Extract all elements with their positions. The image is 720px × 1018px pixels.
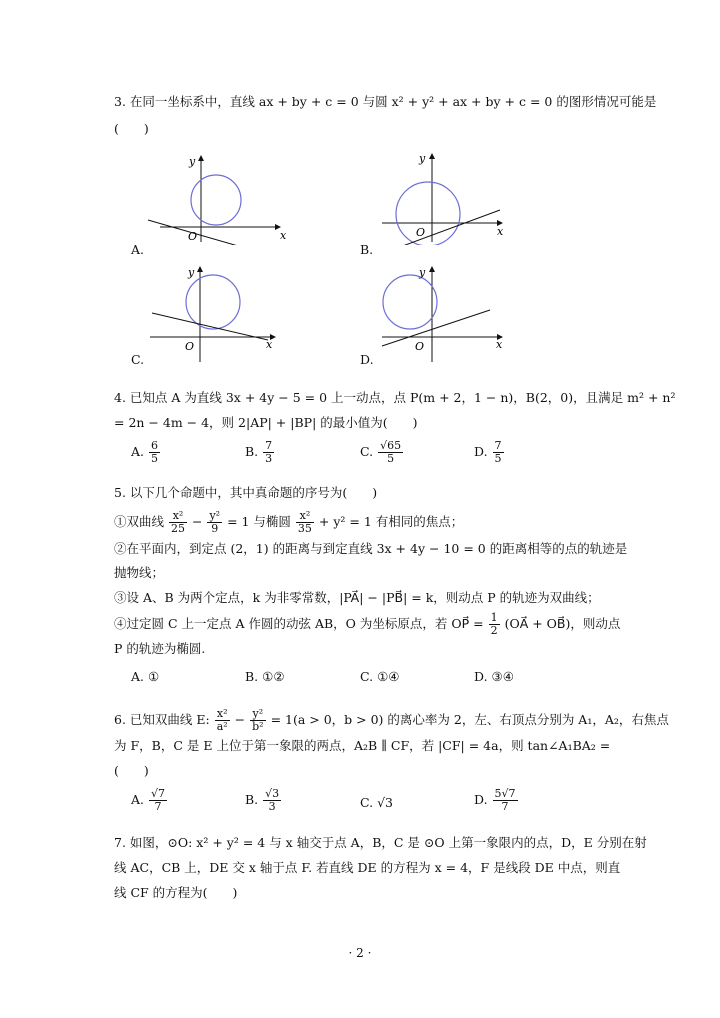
- q5-proposition-3: ③设 A、B 为两个定点，k 为非零常数，|PA⃗| − |PB⃗| = k，则动点 P 的轨迹为双曲线；: [114, 590, 600, 605]
- q6-option-d[interactable]: D. $\frac{5√7}{7}$: [474, 787, 516, 813]
- q6-line3: ( ): [114, 763, 149, 778]
- q5-proposition-2-line1: ②在平面内，到定点 (2，1) 的距离与到定直线 3x + 4y − 10 = 0 的距离相等的点的轨迹是: [114, 541, 628, 556]
- q5-option-b[interactable]: B. ①②: [245, 669, 285, 684]
- circle: [191, 175, 241, 225]
- figure-a: [140, 150, 300, 245]
- q6-line2: 为 F，B，C 是 E 上位于第一象限的两点，A₂B ∥ CF，若 |CF| = 4a，则 tan∠A₁BA₂ =: [114, 738, 611, 753]
- circle: [396, 182, 460, 245]
- figure-b: [372, 150, 532, 245]
- circle: [186, 275, 240, 329]
- y-axis-label: y: [419, 266, 426, 279]
- q5-proposition-1: ①双曲线 $\frac{\text{x²}}{25}$ − $\frac{\text{y²}}{9}$ = 1 与椭圆 $\frac{\text{x²}}{35}$ + y² = 1 有相同的焦点；: [114, 509, 464, 535]
- q4-stem-line1: 4. 已知点 A 为直线 3x + 4y − 5 = 0 上一动点，点 P(m + 2，1 − n)，B(2，0)，且满足 m² + n²: [114, 390, 676, 405]
- q7-line1: 7. 如图，⊙O: x² + y² = 4 与 x 轴交于点 A，B，C 是 ⊙O 上第一象限内的点，D，E 分别在射: [114, 835, 647, 850]
- q6-option-a[interactable]: A. $\frac{√7}{7}$: [131, 787, 166, 813]
- q4-option-c[interactable]: C. $\frac{√65}{5}$: [360, 439, 402, 465]
- q5-stem: 5. 以下几个命题中，其中真命题的序号为( ): [114, 485, 378, 500]
- origin-label: O: [415, 340, 425, 353]
- q4-stem-line2: = 2n − 4m − 4，则 2|AP| + |BP| 的最小值为( ): [114, 415, 418, 430]
- q5-option-d[interactable]: D. ③④: [474, 669, 514, 684]
- q6-option-c[interactable]: C. √3: [360, 795, 393, 810]
- origin-label: O: [185, 340, 195, 353]
- q4-option-b[interactable]: B. $\frac{7}{3}$: [245, 439, 273, 465]
- figure-c-label: C.: [131, 352, 145, 367]
- figure-a-label: A.: [131, 242, 145, 257]
- line: [382, 310, 490, 346]
- y-axis-label: y: [189, 155, 196, 168]
- page-number: · 2 ·: [348, 946, 372, 960]
- figure-d-label: D.: [360, 352, 374, 367]
- x-axis-label: x: [280, 229, 287, 242]
- x-axis-label: x: [496, 338, 503, 351]
- figure-d: [372, 262, 532, 362]
- q5-option-a[interactable]: A. ①: [131, 669, 160, 684]
- q3-stem-line2: ( ): [114, 121, 149, 136]
- origin-label: O: [188, 230, 198, 243]
- line: [148, 220, 252, 245]
- x-axis-label: x: [266, 338, 273, 351]
- figure-b-label: B.: [360, 242, 374, 257]
- q7-line2: 线 AC，CB 上，DE 交 x 轴于点 F. 若直线 DE 的方程为 x = 4，F 是线段 DE 中点，则直: [114, 860, 621, 875]
- y-axis-label: y: [188, 266, 195, 279]
- x-axis-label: x: [497, 225, 504, 238]
- q5-option-c[interactable]: C. ①④: [360, 669, 400, 684]
- q6-line1: 6. 已知双曲线 E: $\frac{\text{x²}}{\text{a²}}$ − $\frac{\text{y²}}{\text{b²}}$ = 1(a > 0，b > 0) 的离心率为 2，左、右顶点分别为 A₁，A₂，右焦点: [114, 707, 669, 733]
- line: [400, 210, 500, 245]
- q6-option-b[interactable]: B. $\frac{√3}{3}$: [245, 787, 280, 813]
- line: [152, 313, 268, 340]
- q3-stem-line1: 3. 在同一坐标系中，直线 ax + by + c = 0 与圆 x² + y² + ax + by + c = 0 的图形情况可能是: [114, 94, 657, 109]
- y-axis-label: y: [419, 152, 426, 165]
- q4-option-a[interactable]: A. $\frac{6}{5}$: [131, 439, 158, 465]
- figure-c: [140, 262, 300, 362]
- origin-label: O: [416, 226, 426, 239]
- q5-proposition-4-line2: P 的轨迹为椭圆.: [114, 641, 206, 656]
- q7-line3: 线 CF 的方程为( ): [114, 885, 238, 900]
- circle: [383, 275, 437, 329]
- q5-proposition-4: ④过定圆 C 上一定点 A 作圆的动弦 AB，O 为坐标原点，若 OP⃗ = $\frac{1}{2}$ (OA⃗ + OB⃗)，则动点: [114, 611, 621, 637]
- q5-proposition-2-line2: 抛物线；: [114, 565, 165, 580]
- q4-option-d[interactable]: D. $\frac{7}{5}$: [474, 439, 502, 465]
